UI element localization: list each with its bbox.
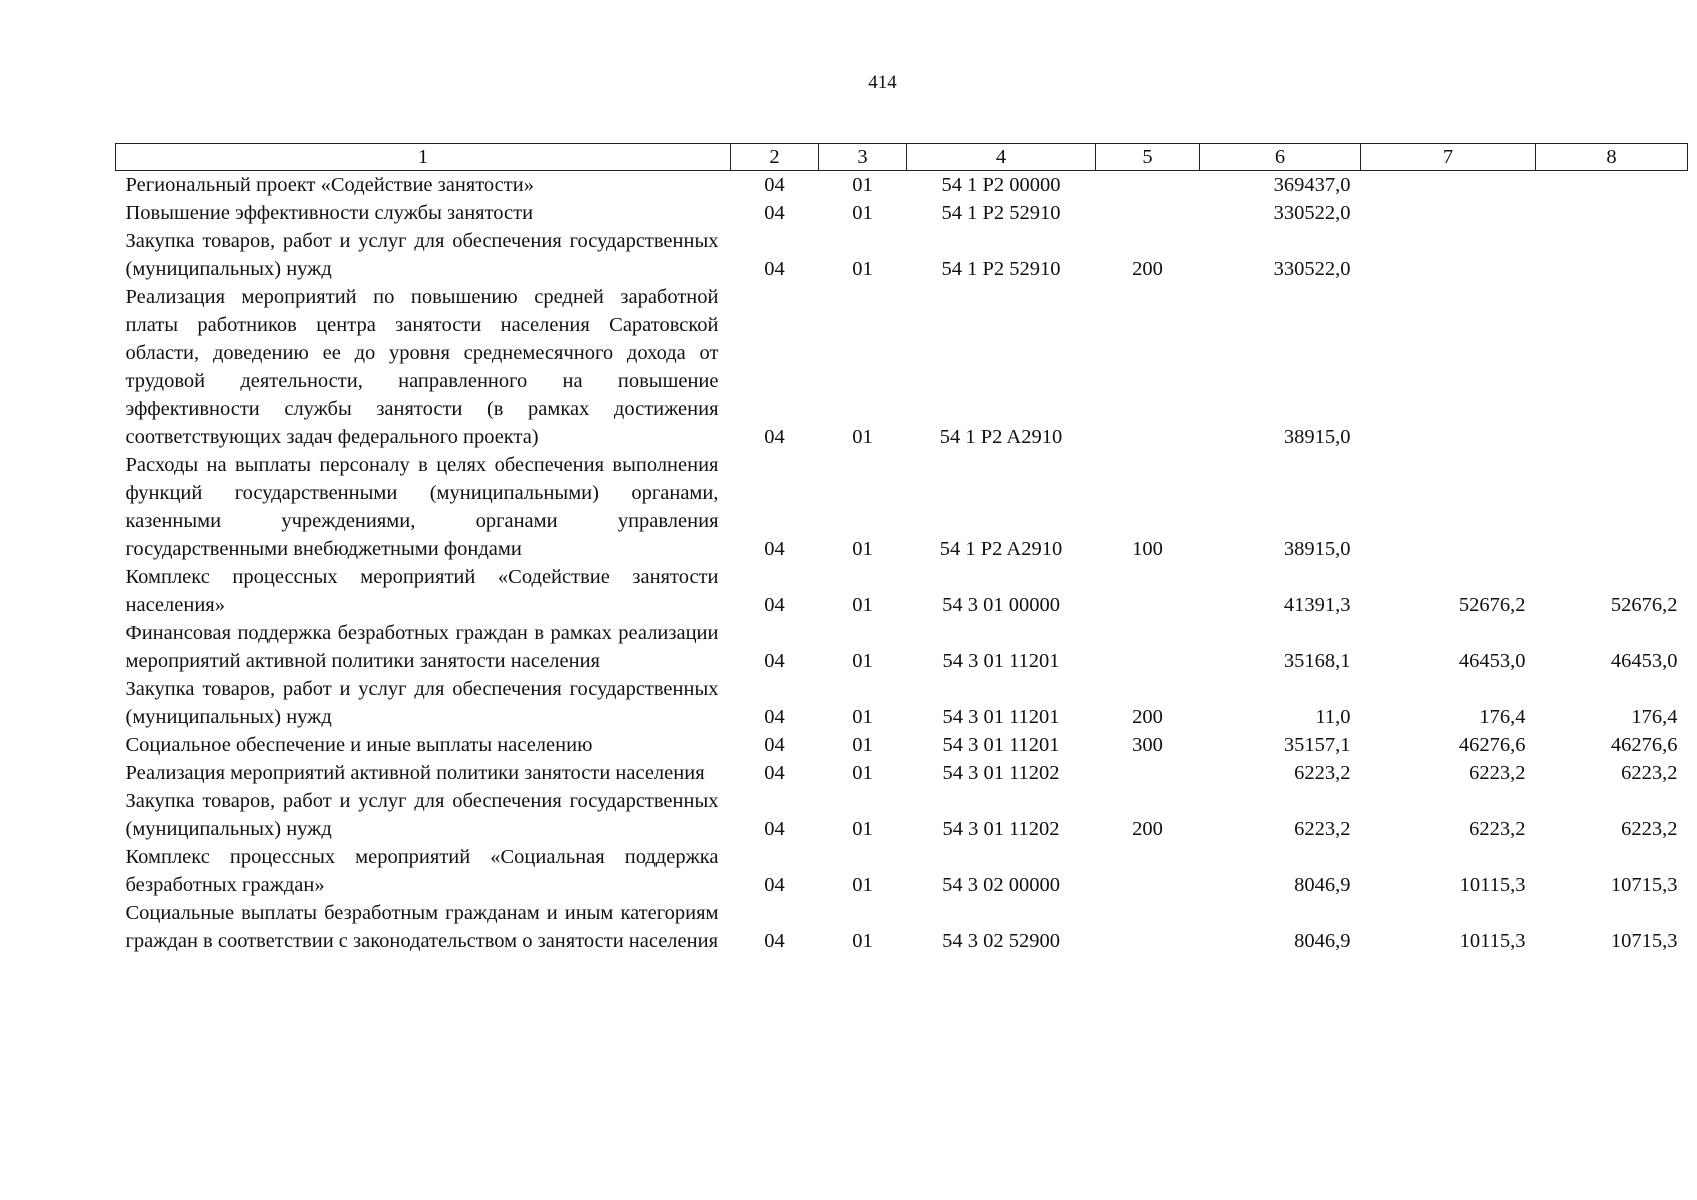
table-row (116, 171, 1688, 200)
description-cell: Закупка товаров, работ и услуг для обеспечения государственных (муниципальных) нужд (125, 790, 719, 840)
section-code-cell: 04 (764, 538, 785, 560)
amount-cell-7 (1361, 199, 1536, 227)
amount-cell-8: 10715,3 (1610, 930, 1678, 952)
section-code-cell: 04 (764, 734, 785, 756)
expense-type-cell: 200 (1132, 258, 1163, 280)
amount-cell-8 (1536, 227, 1688, 283)
table-row (116, 283, 1688, 451)
amount-cell-6: 330522,0 (1273, 202, 1351, 224)
amount-cell-6: 11,0 (1315, 706, 1351, 728)
expense-type-cell: 200 (1132, 706, 1163, 728)
target-article-cell: 54 1 P2 52910 (941, 258, 1061, 280)
description-cell: Социальное обеспечение и иные выплаты населению (125, 734, 593, 756)
target-article-cell: 54 1 P2 A2910 (939, 538, 1063, 560)
description-cell: Комплекс процессных мероприятий «Социальная поддержка безработных граждан» (125, 846, 719, 896)
amount-cell-7 (1361, 451, 1536, 563)
amount-cell-7: 52676,2 (1458, 594, 1526, 616)
target-article-cell: 54 3 02 00000 (942, 874, 1060, 896)
description-cell: Социальные выплаты безработным гражданам и иным категориям граждан в соответствии с законодательством о занятости населения (125, 902, 719, 952)
section-code-cell: 04 (764, 594, 785, 616)
amount-cell-8: 46276,6 (1610, 734, 1678, 756)
target-article-cell: 54 3 01 11201 (942, 734, 1060, 756)
description-cell: Комплекс процессных мероприятий «Содействие занятости населения» (125, 566, 719, 616)
subsection-code-cell: 01 (852, 426, 873, 448)
target-article-cell: 54 3 01 11201 (942, 706, 1060, 728)
expense-type-cell: 200 (1132, 818, 1163, 840)
target-article-cell: 54 1 P2 52910 (941, 202, 1061, 224)
subsection-code-cell: 01 (852, 930, 873, 952)
expense-type-cell (1096, 283, 1200, 451)
target-article-cell: 54 1 P2 00000 (941, 174, 1061, 196)
target-article-cell: 54 1 P2 A2910 (939, 426, 1063, 448)
amount-cell-7 (1361, 171, 1536, 200)
column-header: 4 (907, 144, 1096, 171)
amount-cell-7 (1361, 283, 1536, 451)
column-header: 5 (1096, 144, 1200, 171)
target-article-cell: 54 3 01 00000 (942, 594, 1060, 616)
target-article-cell: 54 3 02 52900 (942, 930, 1060, 952)
column-header: 7 (1361, 144, 1536, 171)
section-code-cell: 04 (764, 258, 785, 280)
subsection-code-cell: 01 (852, 734, 873, 756)
table-row (116, 731, 1688, 759)
amount-cell-8: 6223,2 (1621, 762, 1678, 784)
table-row (116, 787, 1688, 843)
amount-cell-7: 46453,0 (1458, 650, 1526, 672)
amount-cell-8: 52676,2 (1610, 594, 1678, 616)
amount-cell-6: 369437,0 (1273, 174, 1351, 196)
description-cell: Закупка товаров, работ и услуг для обеспечения государственных (муниципальных) нужд (125, 230, 719, 280)
section-code-cell: 04 (764, 202, 785, 224)
section-code-cell: 04 (764, 706, 785, 728)
expense-type-cell (1096, 899, 1200, 955)
amount-cell-6: 38915,0 (1283, 538, 1351, 560)
target-article-cell: 54 3 01 11202 (942, 762, 1060, 784)
amount-cell-7: 6223,2 (1469, 762, 1526, 784)
description-cell: Закупка товаров, работ и услуг для обеспечения государственных (муниципальных) нужд (125, 678, 719, 728)
amount-cell-6: 35157,1 (1283, 734, 1351, 756)
description-cell: Реализация мероприятий по повышению средней заработной платы работников центра занятости населения Саратовской области, доведению ее до уровня среднемесячного дохода от трудовой деятельности, направленного на повышение эффективности службы занятости (в рамках достижения соответствующих задач федерального проекта) (125, 286, 719, 448)
amount-cell-6: 8046,9 (1294, 930, 1351, 952)
expense-type-cell (1096, 619, 1200, 675)
section-code-cell: 04 (764, 174, 785, 196)
amount-cell-6: 6223,2 (1294, 818, 1351, 840)
description-cell: Финансовая поддержка безработных граждан в рамках реализации мероприятий активной политики занятости населения (125, 622, 719, 672)
section-code-cell: 04 (764, 874, 785, 896)
subsection-code-cell: 01 (852, 202, 873, 224)
column-header: 6 (1200, 144, 1361, 171)
amount-cell-7: 10115,3 (1459, 930, 1526, 952)
subsection-code-cell: 01 (852, 762, 873, 784)
amount-cell-6: 330522,0 (1273, 258, 1351, 280)
description-cell: Повышение эффективности службы занятости (125, 202, 534, 224)
expense-type-cell (1096, 171, 1200, 200)
amount-cell-6: 38915,0 (1283, 426, 1351, 448)
table-row (116, 759, 1688, 787)
expense-type-cell (1096, 843, 1200, 899)
table-row (116, 563, 1688, 619)
table-body (116, 171, 1688, 956)
amount-cell-8 (1536, 171, 1688, 200)
amount-cell-6: 35168,1 (1283, 650, 1351, 672)
table-row (116, 675, 1688, 731)
expense-type-cell: 300 (1132, 734, 1163, 756)
column-header: 1 (116, 144, 731, 171)
amount-cell-8: 10715,3 (1610, 874, 1678, 896)
amount-cell-6: 41391,3 (1283, 594, 1351, 616)
section-code-cell: 04 (764, 762, 785, 784)
section-code-cell: 04 (764, 818, 785, 840)
column-header: 3 (819, 144, 907, 171)
amount-cell-7: 10115,3 (1459, 874, 1526, 896)
table-row (116, 619, 1688, 675)
table-row (116, 227, 1688, 283)
amount-cell-8: 6223,2 (1621, 818, 1678, 840)
amount-cell-8 (1536, 283, 1688, 451)
amount-cell-8: 176,4 (1631, 706, 1678, 728)
section-code-cell: 04 (764, 650, 785, 672)
target-article-cell: 54 3 01 11201 (942, 650, 1060, 672)
amount-cell-8 (1536, 451, 1688, 563)
expense-type-cell: 100 (1132, 538, 1163, 560)
subsection-code-cell: 01 (852, 818, 873, 840)
table-row (116, 899, 1688, 955)
amount-cell-6: 8046,9 (1294, 874, 1351, 896)
header-row (116, 144, 1688, 171)
column-header: 8 (1536, 144, 1688, 171)
description-cell: Реализация мероприятий активной политики занятости населения (125, 762, 705, 784)
subsection-code-cell: 01 (852, 258, 873, 280)
budget-table (115, 143, 1688, 955)
amount-cell-7 (1361, 227, 1536, 283)
description-cell: Расходы на выплаты персоналу в целях обеспечения выполнения функций государственными (муниципальными) органами, казенными учреждениями, органами управления государственными внебюджетными фондами (125, 454, 719, 560)
table-row (116, 451, 1688, 563)
amount-cell-7: 46276,6 (1458, 734, 1526, 756)
expense-type-cell (1096, 759, 1200, 787)
expense-type-cell (1096, 199, 1200, 227)
subsection-code-cell: 01 (852, 650, 873, 672)
column-header: 2 (731, 144, 819, 171)
table-row (116, 199, 1688, 227)
amount-cell-6: 6223,2 (1294, 762, 1351, 784)
expense-type-cell (1096, 563, 1200, 619)
subsection-code-cell: 01 (852, 874, 873, 896)
section-code-cell: 04 (764, 930, 785, 952)
target-article-cell: 54 3 01 11202 (942, 818, 1060, 840)
amount-cell-7: 176,4 (1479, 706, 1526, 728)
subsection-code-cell: 01 (852, 174, 873, 196)
table-row (116, 843, 1688, 899)
amount-cell-8 (1536, 199, 1688, 227)
amount-cell-8: 46453,0 (1610, 650, 1678, 672)
page-number: 414 (868, 72, 897, 93)
section-code-cell: 04 (764, 426, 785, 448)
description-cell: Региональный проект «Содействие занятости» (125, 174, 534, 196)
amount-cell-7: 6223,2 (1469, 818, 1526, 840)
subsection-code-cell: 01 (852, 594, 873, 616)
subsection-code-cell: 01 (852, 706, 873, 728)
subsection-code-cell: 01 (852, 538, 873, 560)
